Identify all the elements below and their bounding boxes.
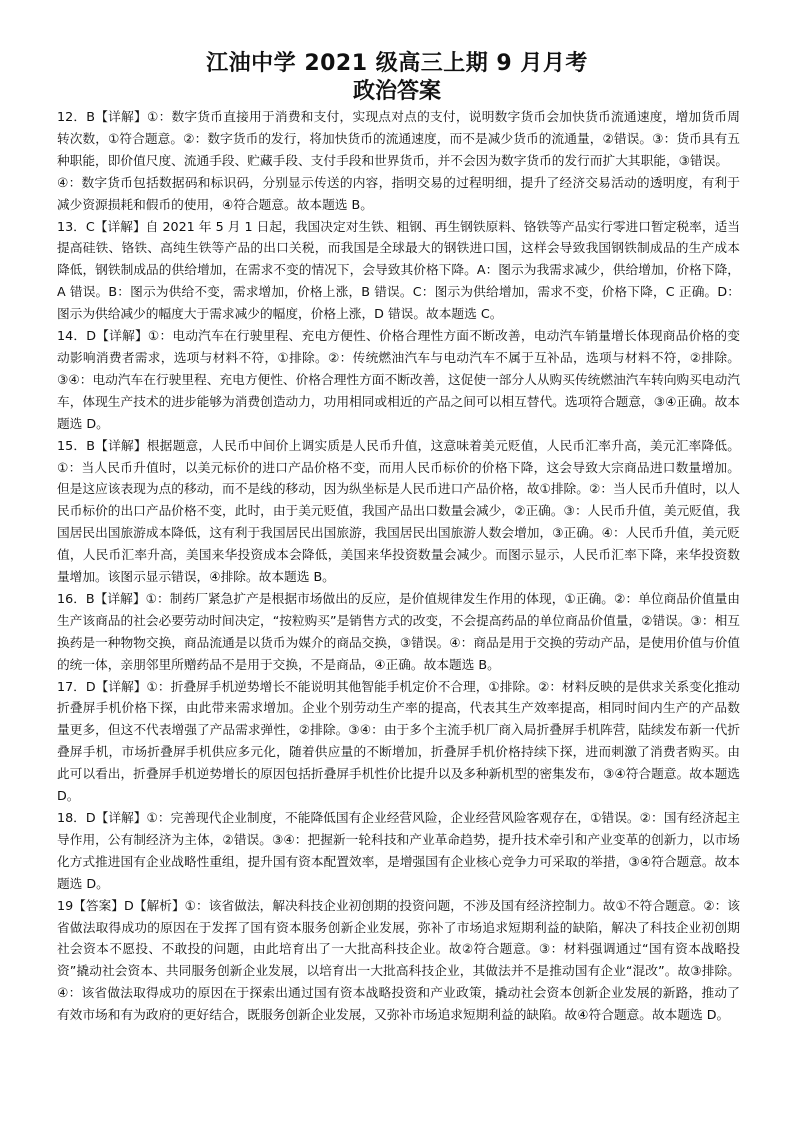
page-title: 江油中学 2021 级高三上期 9 月月考 — [206, 51, 588, 76]
answer-13: 13．C【详解】自 2021 年 5 月 1 日起，我国决定对生铁、粗钢、再生钢铁原料、铬铁等产品实行零进口暂定税率，适当提高硅铁、铬铁、高纯生铁等产品的出口关税，而我国是全球最大的钢铁进口国，这样会导致我国钢铁制成品的生产成本降低，钢铁制成品的供给增加，在需求不变的情况下，会导致其价格下降。A：图示为我需求减少，供给增加，价格下降，A 错误。B：图示为供给不变，需求增加，价格上涨，B 错误。C：图示为供给增加，需求不变，价格下降，C 正确。D：图示为供给减少的幅度大于需求减少的幅度，价格上涨，D 错误。故本题选 C。 — [57, 218, 740, 322]
answer-19: 19【答案】D【解析】①：该省做法，解决科技企业初创期的投资问题，不涉及国有经济控制力。故①不符合题意。②：该省做法取得成功的原因在于发挥了国有资本服务创新企业发展，弥补了市场追求短期利益的缺陷，解决了科技企业初创期社会资本不愿投、不敢投的问题，由此培育出了一大批高科技企业。故②符合题意。③：材料强调通过“国有资本战略投资”撬动社会资本、共同服务创新企业发展，以培育出一大批高科技企业，其做法并不是推动国有企业“混改”。故③排除。④：该省做法取得成功的原因在于探索出通过国有资本战略投资和产业政策，撬动社会资本创新企业发展的新路，推动了有效市场和有为政府的更好结合，既服务创新企业发展，又弥补市场追求短期利益的缺陷。故④符合题意。故本题选 D。 — [57, 897, 740, 1023]
answer-12-part2: ④：数字货币包括数据码和标识码，分别显示传送的内容，指明交易的过程明细，提升了经济交易活动的透明度，有利于减少资源损耗和假币的使用，④符合题意。故本题选 B。 — [57, 174, 740, 212]
answer-12-part1: 12．B【详解】①：数字货币直接用于消费和支付，实现点对点的支付，说明数字货币会加快货币流通速度，增加货币周转次数，①符合题意。②：数字货币的发行，将加快货币的流通速度，而不是减少货币的流通量，②错误。③：货币具有五种职能，即价值尺度、流通手段、贮藏手段、支付手段和世界货币，并不会因为数字货币的发行而扩大其职能，③错误。 — [57, 109, 740, 168]
answer-14: 14．D【详解】①：电动汽车在行驶里程、充电方便性、价格合理性方面不断改善，电动汽车销量增长体现商品价格的变动影响消费者需求，选项与材料不符，①排除。②：传统燃油汽车与电动汽车不属于互补品，选项与材料不符，②排除。③④：电动汽车在行驶里程、充电方便性、价格合理性方面不断改善，这促使一部分人从购买传统燃油汽车转向购买电动汽车，体现生产技术的进步能够为消费创造动力，功用相同或相近的产品之间可以相互替代。选项符合题意，③④正确。故本题选 D。 — [57, 328, 740, 431]
page-subtitle: 政治答案 — [352, 79, 441, 104]
answer-17: 17．D【详解】①：折叠屏手机逆势增长不能说明其他智能手机定价不合理，①排除。②：材料反映的是供求关系变化推动折叠屏手机价格下探，由此带来需求增加。企业个别劳动生产率的提高，代表其生产效率提高，相同时间内生产的产品数量更多，但这不代表增强了产品需求弹性，②排除。③④：由于多个主流手机厂商入局折叠屏手机阵营，陆续发布新一代折叠屏手机，市场折叠屏手机供应多元化，随着供应量的不断增加，折叠屏手机价格持续下探，进而刺激了消费者购买。由此可以看出，折叠屏手机逆势增长的原因包括折叠屏手机性价比提升以及多种新机型的密集发布，③④符合题意。故本题选 D。 — [57, 678, 740, 804]
answer-16: 16．B【详解】①：制药厂紧急扩产是根据市场做出的反应，是价值规律发生作用的体现，①正确。②：单位商品价值量由生产该商品的社会必要劳动时间决定，“按粒购买”是销售方式的改变，不会提高药品的单位商品价值量，②错误。③：相互换药是一种物物交换，商品流通是以货币为媒介的商品交换，③错误。④：商品是用于交换的劳动产品，是使用价值与价值的统一体，亲朋邻里所赠药品不是用于交换，不是商品，④正确。故本题选 B。 — [57, 590, 740, 672]
answer-15: 15．B【详解】根据题意，人民币中间价上调实质是人民币升值，这意味着美元贬值，人民币汇率升高，美元汇率降低。①：当人民币升值时，以美元标价的进口产品价格不变，而用人民币标价的价格下降，这会导致大宗商品进口数量增加。但是这应该表现为点的移动，而不是线的移动，因为纵坐标是人民币进口产品价格，故①排除。②：当人民币升值时，以人民币标价的出口产品价格不变，此时，由于美元贬值，我国产品出口数量会减少，②正确。③：人民币升值，美元贬值，我国居民出国旅游成本降低，这有利于我国居民出国旅游，我国居民出国旅游人数会增加，③正确。④：人民币升值，美元贬值，人民币汇率升高，美国来华投资成本会降低，美国来华投资数量会减少。而图示显示，人民币汇率下降，来华投资数量增加。该图示显示错误，④排除。故本题选 B。 — [57, 437, 740, 585]
answer-content — [57, 106, 740, 1026]
answer-18: 18．D【详解】①：完善现代企业制度，不能降低国有企业经营风险，企业经营风险客观存在，①错误。②：国有经济起主导作用，公有制经济为主体，②错误。③④：把握新一轮科技和产业革命趋势，提升技术牵引和产业变革的创新力，以市场化方式推进国有企业战略性重组，提升国有资本配置效率，是增强国有企业核心竞争力可采取的举措，③④符合题意。故本题选 D。 — [57, 810, 740, 891]
